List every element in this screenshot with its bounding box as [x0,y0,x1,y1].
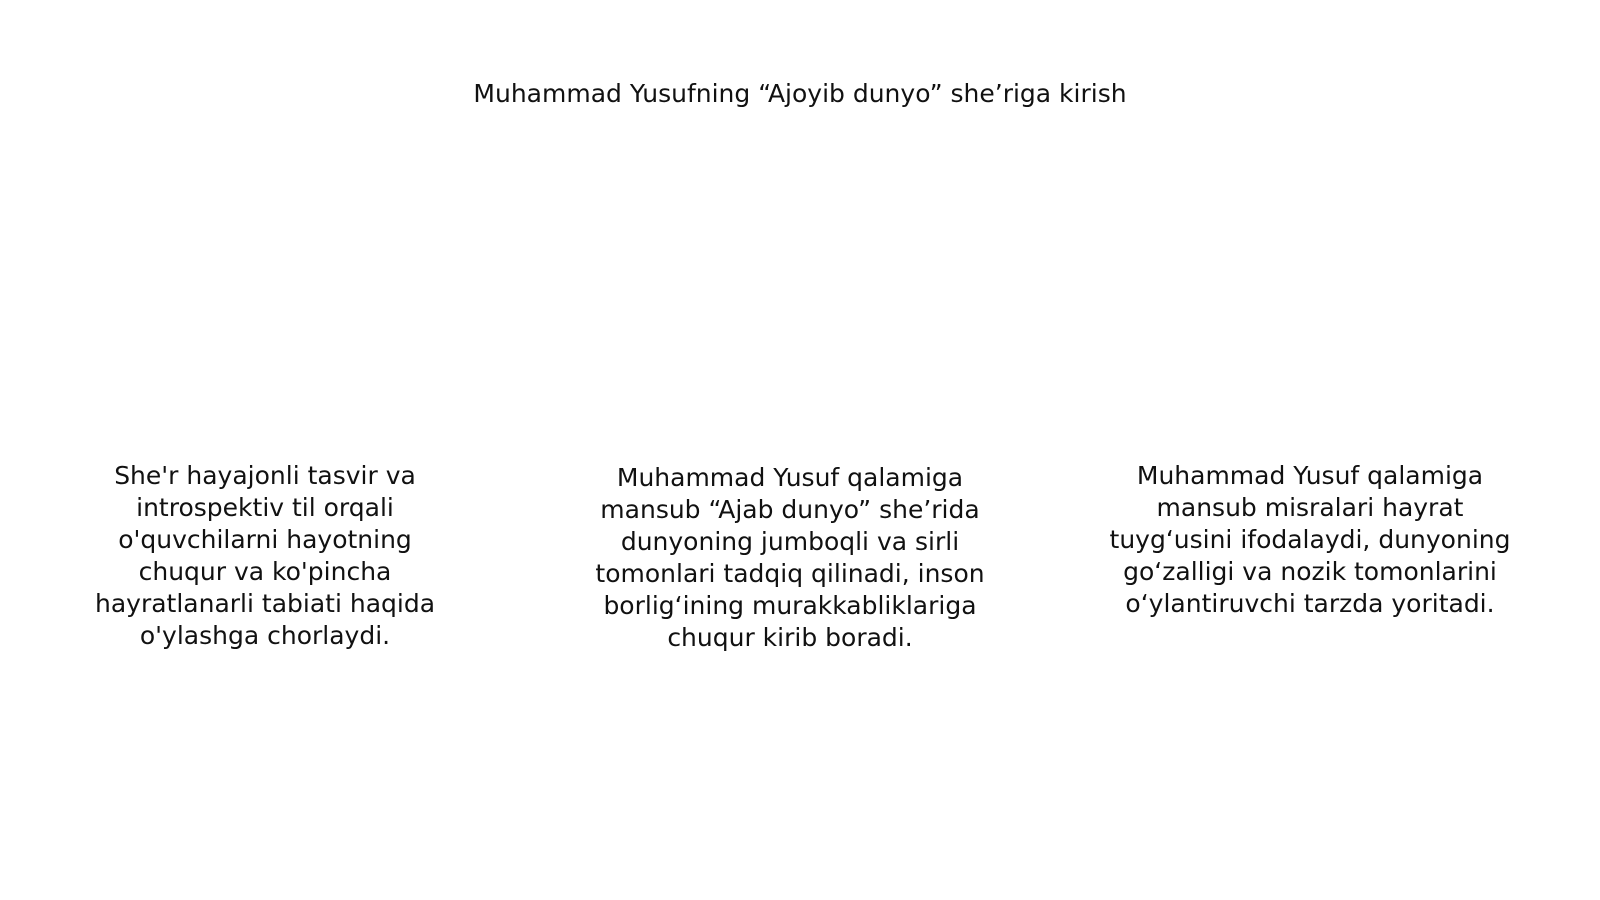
text-column-right: Muhammad Yusuf qalamiga mansub misralari hayrat tuyg‘usini ifodalaydi, dunyoning go‘zalligi va nozik tomonlarini o‘ylantiruvchi tarzda yoritadi. [1109,461,1511,618]
text-column-center: Muhammad Yusuf qalamiga mansub “Ajab dunyo” she’rida dunyoning jumboqli va sirli tomonlari tadqiq qilinadi, inson borlig‘ining murakkabliklariga chuqur kirib boradi. [595,463,985,652]
text-column-left: She'r hayajonli tasvir va introspektiv til orqali o'quvchilarni hayotning chuqur va ko'pincha hayratlanarli tabiati haqida o'ylashga chorlaydi. [94,461,436,650]
slide-title: Muhammad Yusufning “Ajoyib dunyo” she’riga kirish [473,79,1127,108]
